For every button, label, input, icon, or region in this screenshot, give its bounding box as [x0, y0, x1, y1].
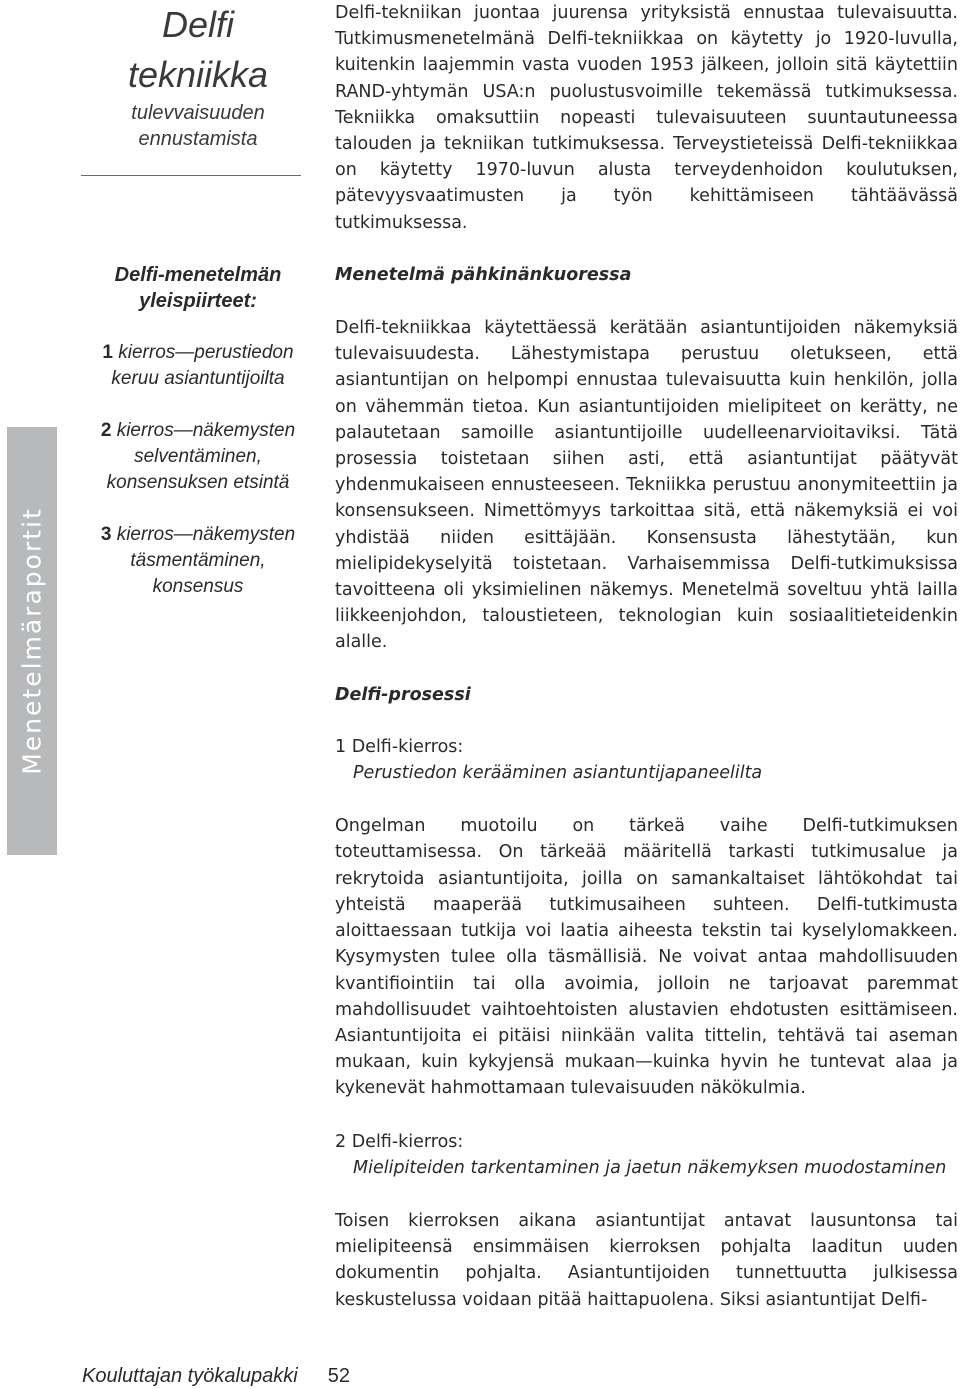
feature-line: selventäminen, [134, 446, 262, 467]
title-line: tekniikka [127, 54, 269, 95]
round-subtitle: Perustiedon kerääminen asiantuntijapaneelilta [353, 763, 763, 784]
round1-paragraph: Ongelman muotoilu on tärkeä vaihe Delfi-tutkimuksen toteuttamisessa. On tärkeää määritellä tarkasti tutkimusalue ja rekrytoida asiantuntijoita, joilla on samankaltaiset lähtökohdat tai yhteistä maaperää tutkimusaiheen suhteen. Delfi-tutkimusta aloittaessaan tutkija voi laatia aiheesta tekstin tai kyselylomakkeen. Kysymysten tulee olla täsmällisiä. Ne voivat antaa mahdollisuuden kvantifiointiin tai olla avoimia, jolloin ne tarjoavat paremmat mahdollisuudet vaihtoehtoisten alustavien ehdotusten esittämiseen. Asiantuntijoita ei pitäisi niinkään valita tittelin, tehtävä tai aseman mukaan, kuin kykyjensä mukaan—kuinka hyvin he tuntevat alaa ja kykenevät hahmottamaan tulevaisuuden näkökulmia. [335, 816, 958, 1099]
features-list [70, 340, 326, 626]
feature-line: konsensuksen etsintä [106, 472, 290, 493]
feature-number: 1 [102, 342, 113, 363]
page-number: 52 [327, 1365, 350, 1387]
title-line: Delfi [161, 4, 235, 45]
features-heading [70, 262, 326, 314]
feature-line: keruu asiantuntijoilta [111, 368, 285, 389]
feature-line: täsmentäminen, [130, 550, 266, 571]
method-paragraph: Delfi-tekniikkaa käytettäessä kerätään asiantuntijoiden näkemyksiä tulevaisuudesta. Lähestymistapa perustuu oletukseen, että asiantuntijan on helpompi ennustaa tulevaisuutta kuin henkilön, jolla on vähemmän tietoa. Kun asiantuntijoiden mielipiteet on kerätty, ne palautetaan samoille asiantuntijoille uudelleenarvioitaviksi. Tätä prosessia toistetaan siihen asti, että asiantuntijat päätyvät yhdenmukaiseen ennusteeseen. Tekniikka perustuu anonymiteettiin ja konsensukseen. Nimettömyys tarkoittaa sitä, että näkemyksiä ei voi yhdistää niiden esittäjään. Konsensusta lähestytään, kun mielipidekyselyitä toistetaan. Varhaisemmissa Delfi-tutkimuksissa tavoitteena oli yksimielinen näkemys. Menetelmä soveltuu yhtä lailla liikkeenjohdon, taloustieteen, teknologian kuin sosiaalitieteidenkin alalle. [335, 318, 958, 653]
sidebar-subtitle [70, 100, 326, 152]
feature-line: kierros—näkemysten [116, 420, 296, 441]
subtitle-line: ennustamista [138, 128, 258, 150]
side-tab-label: Menetelmäraportit [17, 507, 47, 775]
section-heading: Menetelmä pähkinänkuoressa [335, 264, 632, 285]
feature-line: kierros—näkemysten [116, 524, 296, 545]
side-tab [7, 427, 57, 855]
intro-paragraph: Delfi-tekniikan juontaa juurensa yrityksistä ennustaa tulevaisuutta. Tutkimusmenetelmänä Delfi-tekniikkaa on käytetty jo 1920-luvulla, kuitenkin laajemmin vasta vuoden 1953 jälkeen, jolloin sitä käytettiin RAND-yhtymän USA:n puolustusvoimille tekemässä tutkimuksessa. Tekniikka omaksuttiin nopeasti tulevaisuuteen suuntautuneessa talouden ja tekniikan tutkimuksessa. Terveystieteissä Delfi-tekniikkaa on käytetty 1970-luvun alusta terveydenhoidon koulutuksen, pätevyysvaatimusten ja työn kehittämiseen tähtäävässä tutkimuksessa. [335, 3, 958, 233]
feature-item [70, 418, 326, 496]
feature-line: konsensus [152, 576, 244, 597]
sidebar-title [70, 0, 326, 100]
main-column [335, 0, 958, 1313]
subtitle-line: tulevvaisuuden [131, 102, 265, 124]
feature-item [70, 340, 326, 392]
feature-number: 3 [100, 524, 112, 545]
round-title: 2 Delfi-kierros: [335, 1131, 464, 1152]
footer-title: Kouluttajan työkalupakki [82, 1365, 298, 1387]
round-title: 1 Delfi-kierros: [335, 736, 464, 757]
feature-number: 2 [100, 420, 112, 441]
features-heading-line: Delfi-menetelmän [114, 264, 282, 286]
feature-line: kierros—perustiedon [118, 342, 294, 363]
features-heading-line: yleispiirteet: [139, 290, 257, 312]
feature-item [70, 522, 326, 600]
title-divider [81, 175, 301, 176]
round-subtitle: Mielipiteiden tarkentaminen ja jaetun näkemyksen muodostaminen [353, 1157, 947, 1178]
round2-paragraph: Toisen kierroksen aikana asiantuntijat antavat lausuntonsa tai mielipiteensä ensimmäisen kierroksen pohjalta laaditun uuden dokumentin pohjalta. Asiantuntijoiden tunnettuutta julkisessa keskustelussa voidaan pitää haittapuolena. Siksi asiantuntijat Delfi- [335, 1210, 958, 1310]
section-heading: Delfi-prosessi [335, 684, 471, 705]
page-footer [82, 1365, 350, 1388]
